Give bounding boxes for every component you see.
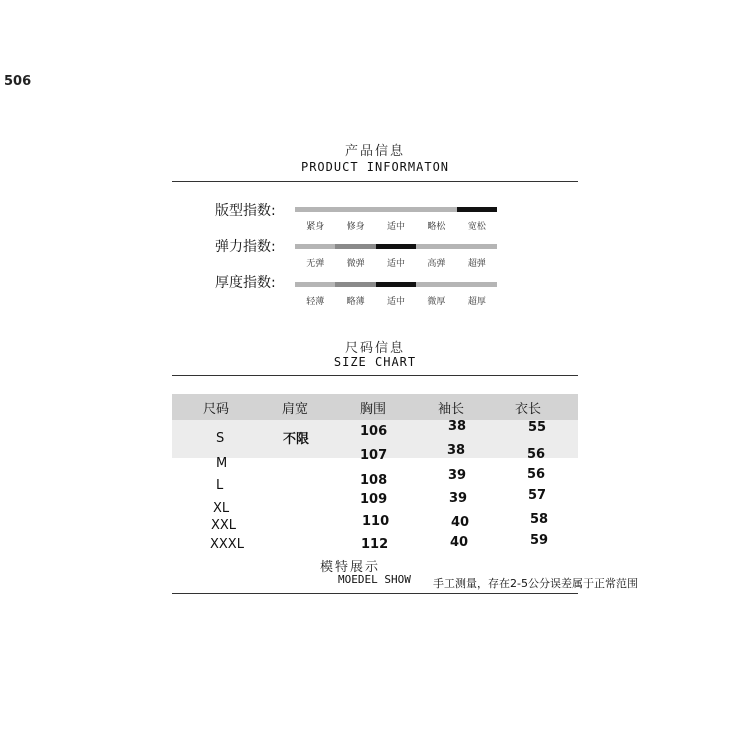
bar-segment [457,244,497,249]
header-size: 尺码 [203,402,230,417]
chest-cell: 112 [361,537,389,552]
thickness-index-label: 厚度指数: [215,275,276,291]
model-show-title-en: MOEDEL SHOW [338,573,411,586]
size-chart-title-en: SIZE CHART [333,355,417,369]
chest-cell: 110 [362,514,390,529]
fit-option: 宽松 [467,222,486,232]
bar-segment [416,244,456,249]
length-cell: 55 [528,420,547,435]
selected-segment [376,282,416,287]
thickness-index-bar [295,282,497,287]
chest-cell: 108 [360,473,388,488]
bar-segment [295,282,335,287]
thickness-option: 略薄 [346,297,365,307]
bar-segment [335,244,375,249]
fit-option: 适中 [387,222,406,232]
fit-index-label: 版型指数: [215,203,276,219]
header-sleeve: 袖长 [438,402,465,417]
bar-segment [416,282,456,287]
sleeve-cell: 40 [451,515,470,530]
product-info-divider [172,181,578,182]
length-cell: 56 [527,447,546,462]
elasticity-option: 无弹 [306,259,325,269]
selected-segment [376,244,416,249]
product-info-title-en: PRODUCT INFORMATON [300,160,450,174]
size-cell: M [216,456,228,471]
elasticity-option: 适中 [387,259,406,269]
sleeve-cell: 38 [448,419,467,434]
measurement-note: 手工测量，存在2-5公分误差属于正常范围 [433,577,638,590]
size-cell: XXL [211,518,237,533]
shoulder-unlimited: 不限 [283,432,310,447]
model-show-title-cn: 模特展示 [319,560,380,575]
model-show-divider [172,593,578,594]
sleeve-cell: 38 [447,443,466,458]
corner-code: 506 [4,74,32,89]
fit-option: 修身 [346,222,365,232]
bar-segment [376,207,416,212]
bar-segment [335,207,375,212]
elasticity-index-label: 弹力指数: [215,239,276,255]
elasticity-index-bar [295,244,497,249]
size-chart-divider [172,375,578,376]
size-cell: S [216,431,225,446]
bar-segment [457,282,497,287]
elasticity-option: 超弹 [467,259,486,269]
size-cell: XXXL [210,537,244,552]
fit-option: 紧身 [306,222,325,232]
fit-index-options [295,219,497,232]
size-cell: XL [213,501,230,516]
elasticity-index-options [295,256,497,269]
sleeve-cell: 39 [448,468,467,483]
length-cell: 59 [530,533,549,548]
bar-segment [295,207,335,212]
chest-cell: 106 [360,424,388,439]
sleeve-cell: 39 [449,491,468,506]
bar-segment [295,244,335,249]
selected-segment [457,207,497,212]
length-cell: 56 [527,467,546,482]
length-cell: 58 [530,512,549,527]
fit-option: 略松 [427,222,446,232]
length-cell: 57 [528,488,547,503]
size-chart-title-cn: 尺码信息 [344,341,405,356]
sleeve-cell: 40 [450,535,469,550]
header-chest: 胸围 [360,402,387,417]
bar-segment [416,207,456,212]
header-length: 衣长 [515,402,542,417]
product-info-title-cn: 产品信息 [344,144,405,159]
size-cell: L [216,478,224,493]
fit-index-bar [295,207,497,212]
bar-segment [335,282,375,287]
thickness-option: 微厚 [427,297,446,307]
thickness-option: 适中 [387,297,406,307]
elasticity-option: 高弹 [427,259,446,269]
thickness-option: 轻薄 [306,297,325,307]
chest-cell: 109 [360,492,388,507]
chest-cell: 107 [360,448,388,463]
thickness-option: 超厚 [467,297,486,307]
elasticity-option: 微弹 [346,259,365,269]
header-shoulder: 肩宽 [282,402,309,417]
thickness-index-options [295,294,497,307]
